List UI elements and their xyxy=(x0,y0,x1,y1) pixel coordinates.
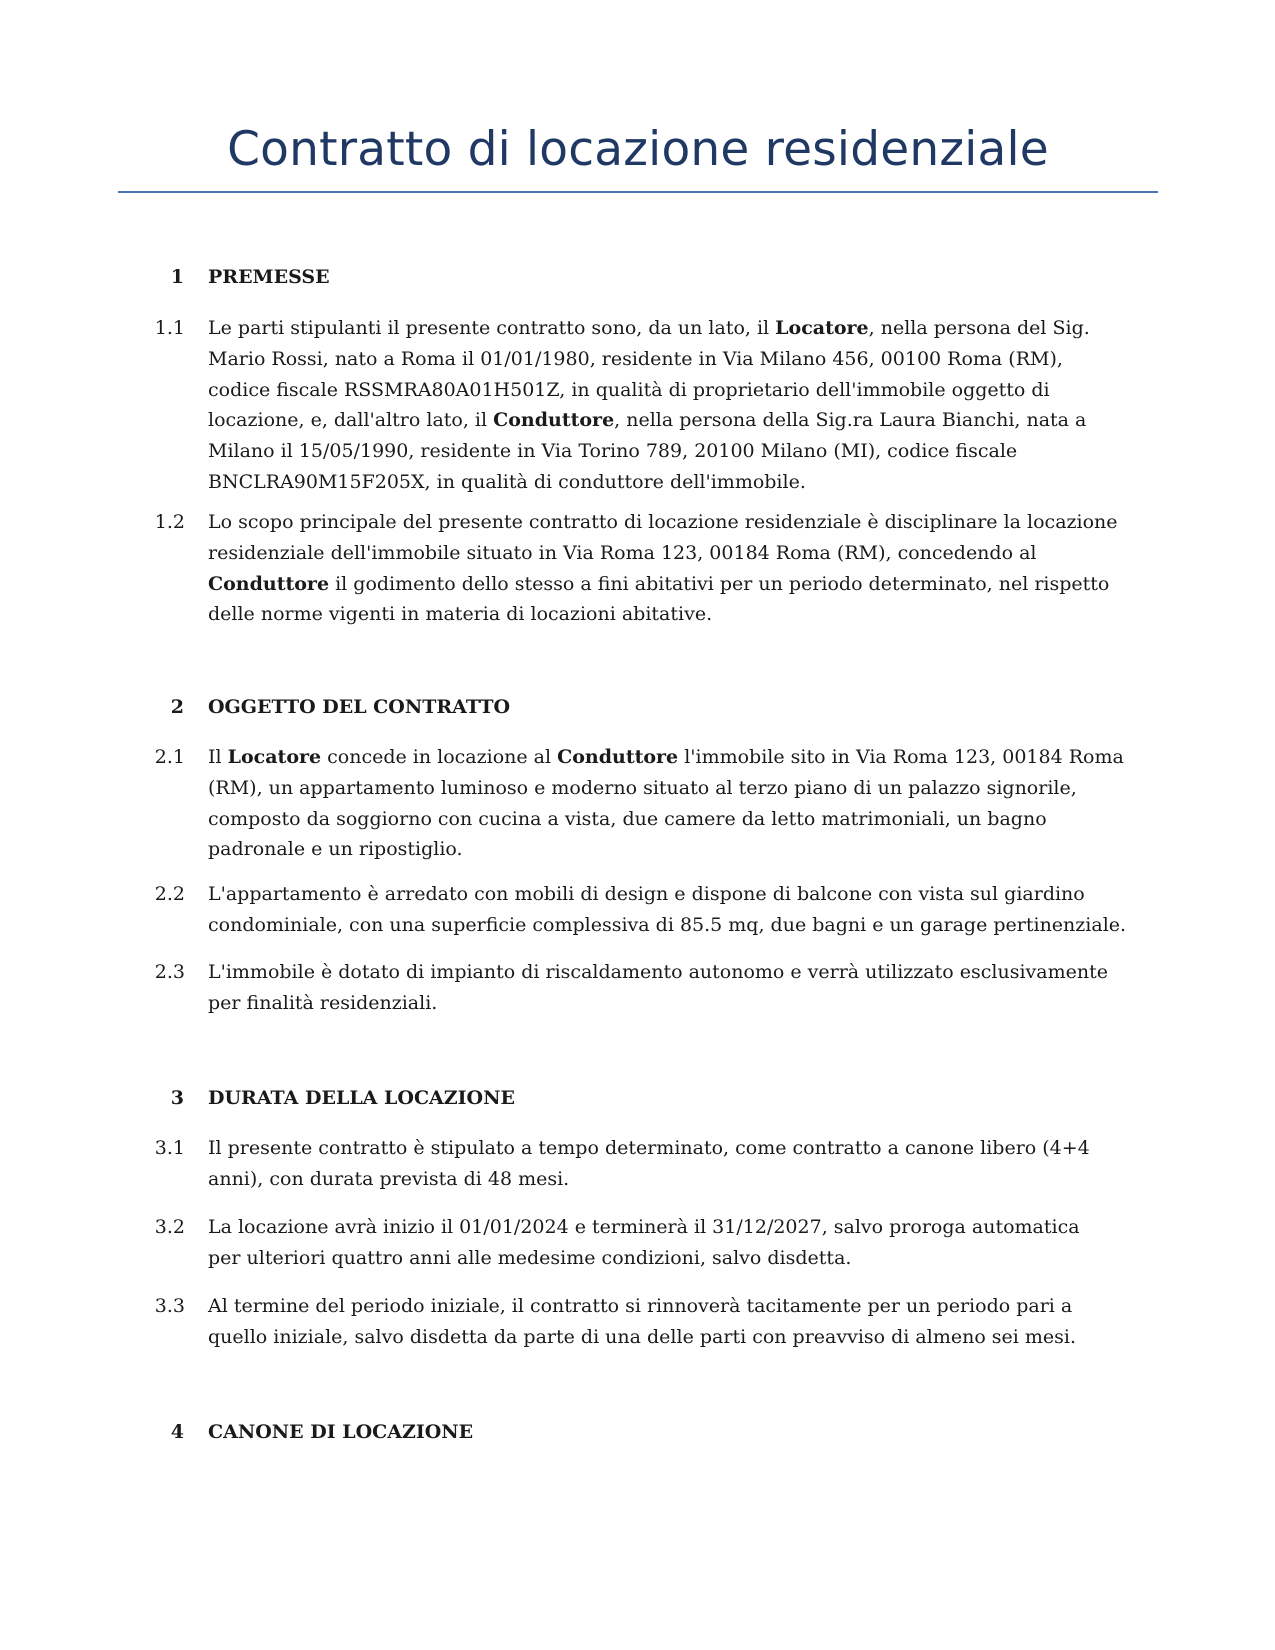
text-line xyxy=(208,804,1138,835)
text-run: locazione, e, dall'altro lato, il xyxy=(208,409,494,432)
text-run: Al termine del periodo iniziale, il contratto si rinnoverà tacitamente per un periodo pari a xyxy=(208,1295,1073,1317)
clause-number: 1.2 xyxy=(154,511,185,533)
text-line xyxy=(208,834,1138,865)
text-run: delle norme vigenti in materia di locazioni abitative. xyxy=(208,603,713,626)
text-line xyxy=(208,375,1138,406)
text-run: quello iniziale, salvo disdetta da parte di una delle parti con preavviso di almeno sei mesi. xyxy=(208,1325,1077,1348)
text-run: , nella persona del Sig. xyxy=(868,317,1090,339)
text-run: La locazione avrà inizio il 01/01/2024 e terminerà il 31/12/2027, salvo proroga automatica xyxy=(208,1216,1080,1238)
clause-text xyxy=(208,1291,1138,1353)
clause-number: 3.2 xyxy=(154,1216,185,1238)
section-number: 3 xyxy=(170,1087,184,1109)
clause-text xyxy=(208,313,1138,498)
text-run: codice fiscale RSSMRA80A01H501Z, in qualità di proprietario dell'immobile oggetto di xyxy=(208,378,1050,401)
party-term: Conduttore xyxy=(493,409,615,432)
clause-text xyxy=(208,507,1138,630)
section-number: 4 xyxy=(170,1421,184,1443)
text-run: Il xyxy=(208,746,228,768)
text-line xyxy=(208,910,1138,941)
text-line xyxy=(208,1164,1138,1195)
text-line xyxy=(208,1322,1138,1353)
party-term: Locatore xyxy=(775,317,869,339)
clause-text xyxy=(208,957,1138,1019)
text-line xyxy=(208,313,1138,344)
section-title: OGGETTO DEL CONTRATTO xyxy=(208,696,511,718)
text-run: Milano il 15/05/1990, residente in Via Torino 789, 20100 Milano (MI), codice fiscale xyxy=(208,440,1018,463)
text-run: Il presente contratto è stipulato a tempo determinato, come contratto a canone libero (4+4 xyxy=(208,1137,1090,1159)
text-run: il godimento dello stesso a fini abitativi per un periodo determinato, nel rispetto xyxy=(329,572,1110,595)
text-run: composto da soggiorno con cucina a vista, due camere da letto matrimoniali, un bagno xyxy=(208,807,1047,830)
party-term: Locatore xyxy=(227,746,322,768)
text-run: (RM), un appartamento luminoso e moderno situato al terzo piano di un palazzo signorile, xyxy=(208,776,1077,799)
party-term: Conduttore xyxy=(557,746,679,768)
clause-text xyxy=(208,742,1138,865)
clause-text xyxy=(208,1212,1138,1274)
text-line xyxy=(208,436,1138,467)
section-title: CANONE DI LOCAZIONE xyxy=(208,1421,474,1443)
section-heading xyxy=(0,692,1275,722)
text-line xyxy=(208,599,1138,630)
text-line xyxy=(208,957,1138,988)
text-run: concede in locazione al xyxy=(321,746,558,768)
title-underline xyxy=(118,191,1158,193)
section-heading xyxy=(0,262,1275,292)
text-run: Lo scopo principale del presente contratto di locazione residenziale è disciplinare la locazione xyxy=(208,511,1118,533)
party-term: Conduttore xyxy=(208,572,330,595)
text-line xyxy=(208,742,1138,773)
section-number: 1 xyxy=(170,266,184,288)
document-title: Contratto di locazione residenziale xyxy=(227,122,1049,177)
section-heading xyxy=(0,1083,1275,1113)
section-heading xyxy=(0,1417,1275,1447)
clause-text xyxy=(208,879,1138,941)
section-title: DURATA DELLA LOCAZIONE xyxy=(208,1087,515,1109)
clause-number: 1.1 xyxy=(154,317,185,339)
text-line xyxy=(208,1212,1138,1243)
text-line xyxy=(208,1291,1138,1322)
text-run: per ulteriori quattro anni alle medesime condizioni, salvo disdetta. xyxy=(208,1246,852,1269)
text-line xyxy=(208,569,1138,600)
text-run: anni), con durata prevista di 48 mesi. xyxy=(208,1167,570,1190)
clause-number: 2.1 xyxy=(154,746,185,768)
clause-number: 3.1 xyxy=(154,1137,185,1159)
text-line xyxy=(208,879,1138,910)
clause-number: 2.2 xyxy=(154,883,185,905)
text-run: L'appartamento è arredato con mobili di design e dispone di balcone con vista sul giardino xyxy=(208,883,1085,905)
text-run: Mario Rossi, nato a Roma il 01/01/1980, residente in Via Milano 456, 00100 Roma (RM), xyxy=(208,347,1063,370)
clause-number: 2.3 xyxy=(154,961,185,983)
text-line xyxy=(208,773,1138,804)
text-run: per finalità residenziali. xyxy=(208,991,438,1014)
section-number: 2 xyxy=(170,696,184,718)
text-run: residenziale dell'immobile situato in Via Roma 123, 00184 Roma (RM), concedendo al xyxy=(208,541,1037,564)
text-run: padronale e un ripostiglio. xyxy=(208,838,463,861)
text-line xyxy=(208,507,1138,538)
text-run: condominiale, con una superficie complessiva di 85.5 mq, due bagni e un garage pertinenziale. xyxy=(208,913,1127,936)
clause-text xyxy=(208,1133,1138,1195)
text-line xyxy=(208,988,1138,1019)
text-line xyxy=(208,538,1138,569)
text-line xyxy=(208,405,1138,436)
text-run: L'immobile è dotato di impianto di riscaldamento autonomo e verrà utilizzato esclusivamente xyxy=(208,961,1108,983)
text-run: , nella persona della Sig.ra Laura Bianchi, nata a xyxy=(614,409,1087,432)
text-run: l'immobile sito in Via Roma 123, 00184 Roma xyxy=(678,746,1124,768)
section-title: PREMESSE xyxy=(208,266,330,288)
clause-number: 3.3 xyxy=(154,1295,185,1317)
text-run: Le parti stipulanti il presente contratto sono, da un lato, il xyxy=(208,317,776,339)
text-line xyxy=(208,1133,1138,1164)
text-run: BNCLRA90M15F205X, in qualità di conduttore dell'immobile. xyxy=(208,470,806,493)
text-line xyxy=(208,344,1138,375)
text-line xyxy=(208,1243,1138,1274)
text-line xyxy=(208,467,1138,498)
